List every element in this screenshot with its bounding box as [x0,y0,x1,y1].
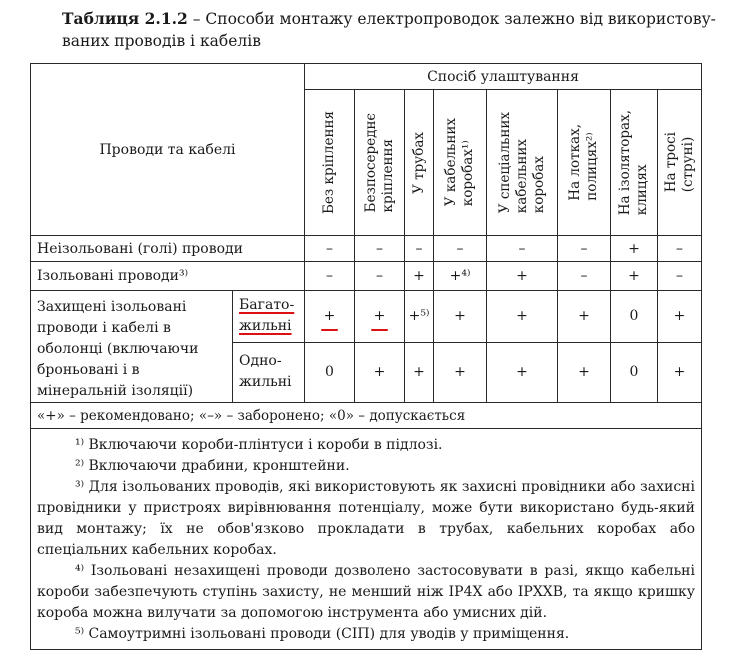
table-cell: + [558,291,611,343]
row-label-protected: Захищені ізольовані проводи і кабелі в оболонці (включаючи броньовані і в мінеральній ізоляції) [31,291,233,403]
col-header-label: У спеціальних кабельних коробах [496,111,547,214]
col-header-label: Безпосереднє кріплення [362,112,396,213]
table-cell: – [305,236,355,262]
col-header-label: На лотках, полицях²⁾ [567,124,600,201]
table-cell: 0 [305,342,355,402]
table-cell: + [487,262,558,291]
col-header [487,90,558,236]
col-header [611,90,658,236]
wiring-methods-table [30,63,702,650]
col-header-label: Без кріплення [321,110,337,215]
table-cell: – [355,262,405,291]
table-cell: – [405,236,434,262]
table-number: Таблиця 2.1.2 [62,9,188,28]
table-cell: 0 [611,291,658,343]
table-cell: +⁴⁾ [434,262,487,291]
table-cell: – [355,236,405,262]
row-label: Неізольовані (голі) проводи [31,236,305,262]
table-cell: +⁵⁾ [405,291,434,343]
col-header-label: На ізоляторах, клицях [617,109,650,216]
footnote: ⁴⁾ Ізольовані незахищені проводи дозволено застосовувати в разі, якщо кабельні короби забезпечують ступінь захисту, не менший ніж IP4X або IPXXB, та якщо кришку короба можна вилучати за допомогою інструмента або умисних дій. [37,563,695,621]
table-row [31,262,702,291]
col-header [434,90,487,236]
col-header-label: У кабельних коробах¹⁾ [443,118,476,207]
table-cell: + [487,291,558,343]
table-cell [355,291,405,343]
subrow-label: Одно-жильні [233,342,305,402]
table-cell: + [434,342,487,402]
footnote: ⁵⁾ Самоутримні ізольовані проводи (СІП) для уводів у приміщення. [75,626,570,642]
table-cell: – [558,262,611,291]
red-annotated-value: + [373,308,386,325]
table-cell: + [611,236,658,262]
table-cell: + [405,342,434,402]
table-cell [305,291,355,343]
footnotes [31,429,702,650]
table-cell: + [355,342,405,402]
row-header: Проводи та кабелі [99,141,236,158]
col-header [405,90,434,236]
subrow-label-text: Багато-жильні [239,297,295,335]
col-group-header [305,64,702,90]
table-cell: + [558,342,611,402]
col-header-label: На тросі (струні) [662,132,696,193]
table-cell: – [558,236,611,262]
legend: «+» – рекомендовано; «–» – заборонено; «0» – допускається [31,403,702,429]
row-label: Ізольовані проводи³⁾ [31,262,305,291]
subrow-label [233,291,305,343]
red-annotated-value: + [323,308,336,325]
table-cell: + [487,342,558,402]
table-row [31,236,702,262]
col-header-label: У трубах [410,131,427,194]
table-caption: – Способи монтажу електропроводок залежно від використову-ваних проводів і кабелів [62,10,716,50]
table-cell: 0 [611,342,658,402]
footnote: ³⁾ Для ізольованих проводів, які використовують як захисні провідники або захисні провідники у пристроях вирівнювання потенціалу, може бути використано будь-який вид монтажу; їх не обов'язково прокладати в трубах, кабельних коробах або спеціальних кабельних коробах. [37,479,695,558]
col-header [658,90,702,236]
notes-row [31,429,702,650]
row-header-cell [31,64,305,236]
col-header [355,90,405,236]
table-cell: – [658,262,702,291]
table-cell: – [434,236,487,262]
table-cell: + [434,291,487,343]
table-cell: + [611,262,658,291]
legend-row [31,403,702,429]
footnote: ²⁾ Включаючи драбини, кронштейни. [75,458,350,474]
table-title [62,8,722,52]
col-header [305,90,355,236]
table-cell: – [658,236,702,262]
table-cell: – [305,262,355,291]
footnote: ¹⁾ Включаючи короби-плінтуси і короби в підлозі. [75,437,443,453]
table-cell: – [487,236,558,262]
table-row [31,291,702,343]
col-header [558,90,611,236]
table-cell: + [658,291,702,343]
col-group-label: Спосіб улаштування [427,68,579,85]
table-cell: + [658,342,702,402]
table-cell: + [405,262,434,291]
